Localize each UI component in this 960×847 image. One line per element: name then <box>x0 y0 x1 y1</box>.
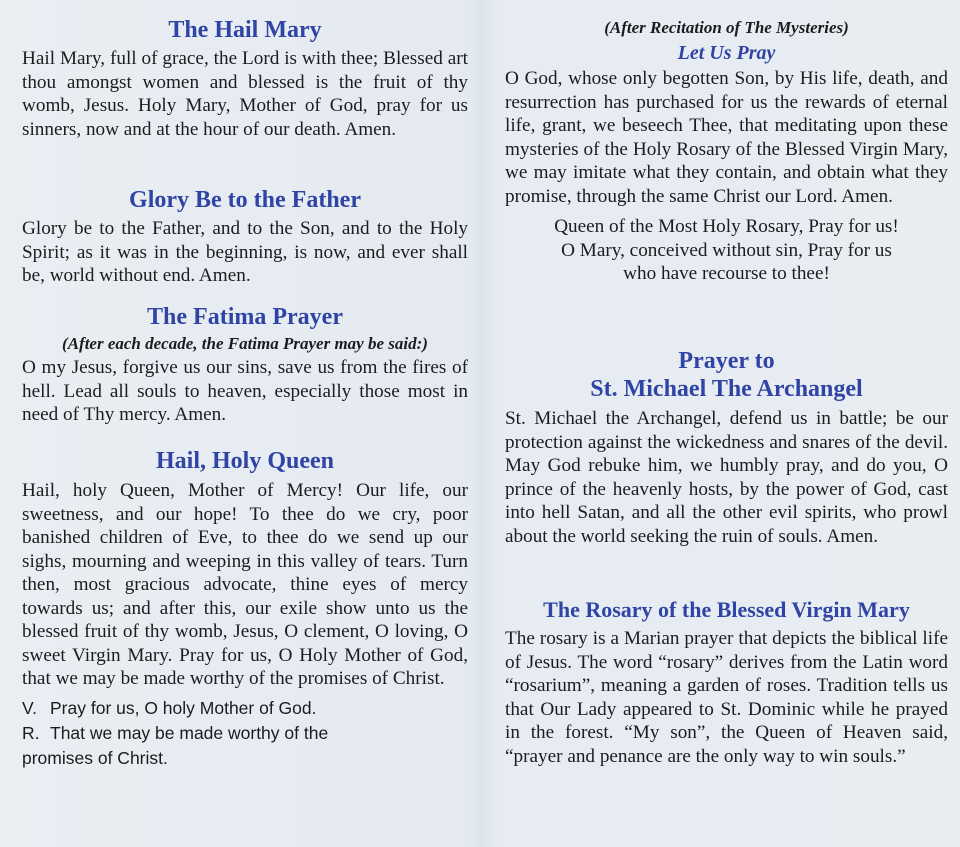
response-text: That we may be made worthy of the <box>50 722 329 743</box>
versicle-text: Pray for us, O holy Mother of God. <box>50 697 317 718</box>
fatima-text: O my Jesus, forgive us our sins, save us from the fires of hell. Lead all souls to heaven, especially those most in need of Thy mercy. Amen. <box>22 357 468 425</box>
after-mysteries-note: (After Recitation of The Mysteries) <box>604 18 849 37</box>
hail-holy-queen-title: Hail, Holy Queen <box>155 448 334 474</box>
st-michael-title-line-2: St. Michael The Archangel <box>590 376 863 402</box>
invocation-line-2: O Mary, conceived without sin, Pray for us <box>561 239 892 261</box>
fatima-section <box>22 303 468 427</box>
versicle-line <box>22 696 468 721</box>
st-michael-section <box>505 347 948 548</box>
fatima-note: (After each decade, the Fatima Prayer may be said:) <box>62 334 428 353</box>
st-michael-text: St. Michael the Archangel, defend us in battle; be our protection against the wickedness and snares of the devil. May God rebuke him, we humbly pray, and do you, O prince of the heavenly hosts, by the power of God, cast into hell Satan, and all the other evil spirits, who prowl about the world seeking the ruin of souls. Amen. <box>505 408 948 547</box>
rosary-title: The Rosary of the Blessed Virgin Mary <box>543 597 910 622</box>
let-us-pray-title: Let Us Pray <box>677 42 776 64</box>
invocation-line-1: Queen of the Most Holy Rosary, Pray for us! <box>554 216 899 237</box>
hail-holy-queen-text: Hail, holy Queen, Mother of Mercy! Our life, our sweetness, and our hope! To thee do we cry, poor banished children of Eve, to thee do we send up our sighs, mourning and weeping in this valley of tears. Turn then, most gracious advocate, thine eyes of mercy towards us; and after this, our exile show unto us the blessed fruit of thy womb, Jesus, O clement, O loving, O sweet Virgin Mary. Pray for us, O Holy Mother of God, that we may be made worthy of the promises of Christ. <box>22 480 468 689</box>
versicle-label: V. <box>22 697 37 718</box>
hail-mary-section <box>22 16 468 141</box>
glory-be-title: Glory Be to the Father <box>129 187 361 213</box>
response-continuation: promises of Christ. <box>22 747 168 768</box>
hail-mary-title: The Hail Mary <box>168 17 322 43</box>
versicle-response <box>22 696 468 771</box>
rosary-section <box>505 597 948 768</box>
fatima-title: The Fatima Prayer <box>147 304 343 330</box>
rosary-text: The rosary is a Marian prayer that depicts the biblical life of Jesus. The word “rosary” derives from the Latin word “rosarium”, meaning a garden of roses. Tradition tells us that Our Lady appeared to St. Dominic while he prayed in the forest. “My son”, the Queen of Heaven said, “prayer and penance are the only way to win souls.” <box>505 628 948 767</box>
after-mysteries-section <box>505 17 948 286</box>
hail-mary-text: Hail Mary, full of grace, the Lord is with thee; Blessed art thou amongst women and blessed is the fruit of thy womb, Jesus. Holy Mary, Mother of God, pray for us sinners, now and at the hour of our death. Amen. <box>22 48 468 140</box>
invocation-line-3: who have recourse to thee! <box>623 263 830 284</box>
let-us-pray-text: O God, whose only begotten Son, by His life, death, and resurrection has purchased for us the rewards of eternal life, grant, we beseech Thee, that meditating upon these mysteries of the Holy Rosary of the Blessed Virgin Mary, we may imitate what they contain, and obtain what they promise, through the same Christ our Lord. Amen. <box>505 68 948 207</box>
st-michael-title-line-1: Prayer to <box>678 348 775 374</box>
glory-be-text: Glory be to the Father, and to the Son, and to the Holy Spirit; as it was in the beginning, is now, and ever shall be, world without end. Amen. <box>22 218 468 286</box>
hail-holy-queen-section <box>22 447 468 771</box>
glory-be-section <box>22 186 468 288</box>
response-label: R. <box>22 722 40 743</box>
response-line <box>22 721 468 746</box>
